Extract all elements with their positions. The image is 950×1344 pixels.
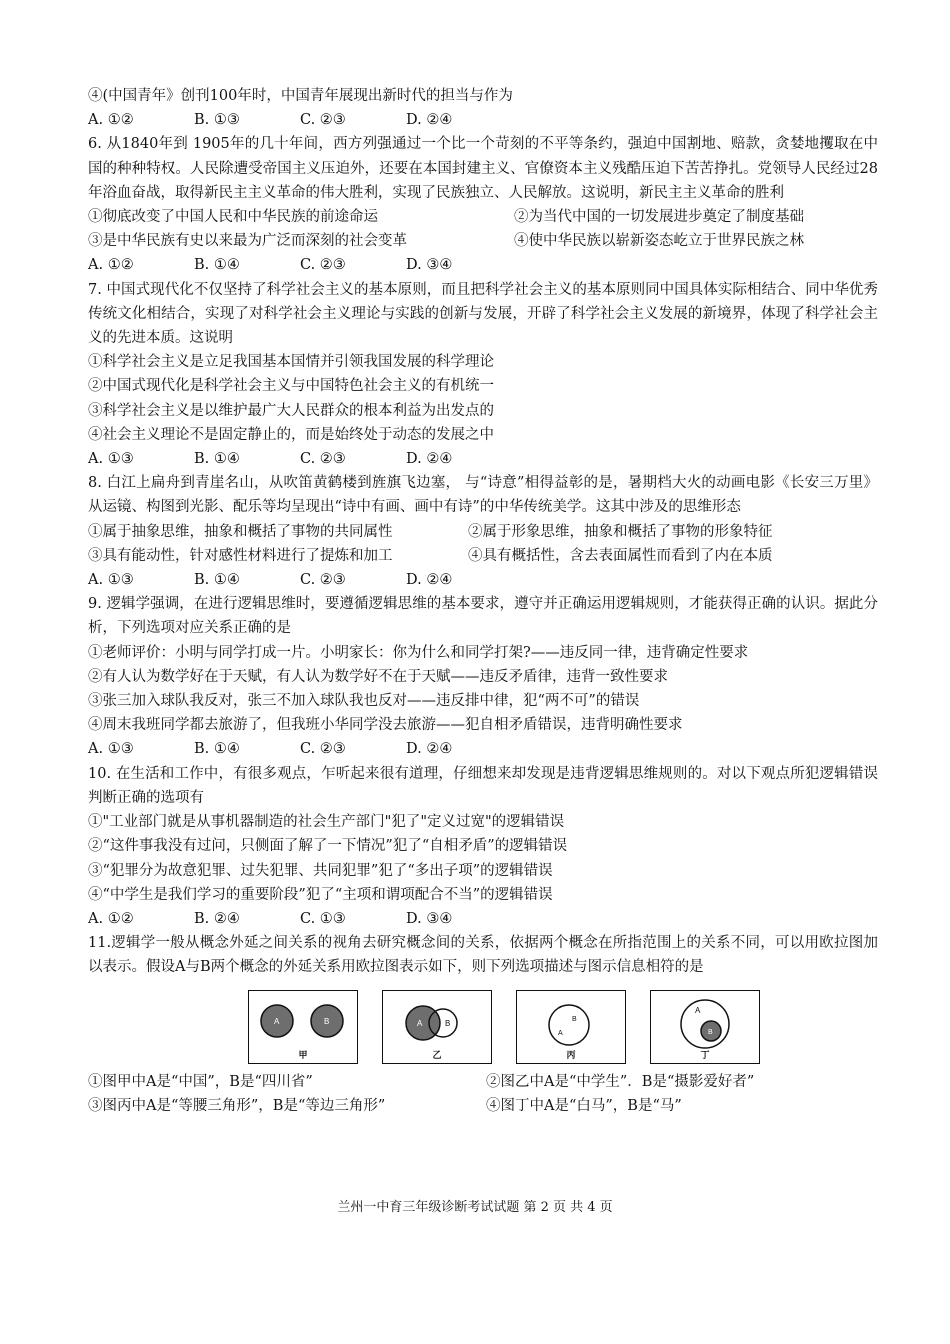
q10-item-3: ③“犯罪分为故意犯罪、过失犯罪、共同犯罪”犯了“多出子项”的逻辑错误 <box>88 862 553 879</box>
q6-stem: 6. 从1840年到 1905年的几十年间，西方列强通过一个比一个苛刻的不平等条约，强迫中国割地、赔款，贪婪地攫取在中国的种种特权。人民除遭受帝国主义压迫外，还要在本国封建主义、官僚资本主义残酷压迫下苦苦挣扎。党领导人民经过28年浴血奋战，取得新民主主义革命的伟大胜利，实现了民族独立、人民解放。这说明，新民主主义革命的胜利 <box>88 136 878 201</box>
q9-stem: 9. 逻辑学强调，在进行逻辑思维时，要遵循逻辑思维的基本要求，遵守并正确运用逻辑规则，才能获得正确的认识。据此分析，下列选项对应关系正确的是 <box>88 596 878 637</box>
jia-caption: 甲 <box>298 1050 308 1061</box>
euler-diagram-ding <box>650 990 760 1064</box>
euler-diagram-yi <box>382 990 492 1064</box>
q6-option-a[interactable]: A. ①② <box>88 257 134 274</box>
q8-options <box>88 568 878 592</box>
q6-item-4: ④使中华民族以崭新姿态屹立于世界民族之林 <box>514 233 804 250</box>
q5-options <box>88 108 878 132</box>
q9-item-2: ②有人认为数学好在于天赋，有人认为数学好不在于天赋——违反矛盾律，违背一致性要求 <box>88 668 668 685</box>
q7-options <box>88 447 878 471</box>
q6-items-row-2 <box>88 229 878 253</box>
q11-item-4: ④图丁中A是“白马”，B是“马” <box>486 1097 682 1114</box>
euler-diagram-bing <box>516 990 626 1064</box>
q11-items-row-2 <box>88 1094 878 1118</box>
q9-option-a[interactable]: A. ①③ <box>88 741 134 758</box>
q11-item-3: ③图丙中A是“等腰三角形”，B是“等边三角形” <box>88 1097 386 1114</box>
q10-item-1: ①"工业部门就是从事机器制造的社会生产部门"犯了"定义过宽"的逻辑错误 <box>88 814 565 831</box>
q8-stem: 8. 白江上扁舟到青崖名山，从吹笛黄鹤楼到旌旗飞边塞， 与“诗意”相得益彰的是，暑期档大火的动画电影《长安三万里》从运镜、构图到光影、配乐等均呈现出“诗中有画、画中有诗”的中华传统美学。这其中涉及的思维形态 <box>88 475 878 516</box>
q5-option-a[interactable]: A. ①② <box>88 112 134 129</box>
q7-option-b[interactable]: B. ①④ <box>194 451 240 468</box>
q6-option-c[interactable]: C. ②③ <box>300 257 346 274</box>
q11-item-2: ②图乙中A是“中学生”．B是“摄影爱好者” <box>486 1073 755 1090</box>
q6-item-1: ①彻底改变了中国人民和中华民族的前途命运 <box>88 209 378 226</box>
q10-option-b[interactable]: B. ②④ <box>194 910 240 927</box>
q7-option-d[interactable]: D. ②④ <box>406 451 453 468</box>
q8-option-a[interactable]: A. ①③ <box>88 572 134 589</box>
q8-item-1: ①属于抽象思维，抽象和概括了事物的共同属性 <box>88 523 393 540</box>
q9-item-3: ③张三加入球队我反对，张三不加入球队我也反对——违反排中律，犯“两不可”的错误 <box>88 693 640 710</box>
q7-stem: 7. 中国式现代化不仅坚持了科学社会主义的基本原则，而且把科学社会主义的基本原则同中国具体实际相结合、同中华优秀传统文化相结合，实现了对科学社会主义理论与实践的创新与发展，开辟了科学社会主义发展的新境界，体现了科学社会主义的先进本质。这说明 <box>88 281 878 347</box>
q9-option-b[interactable]: B. ①④ <box>194 741 240 758</box>
yi-caption: 乙 <box>432 1050 442 1061</box>
q10-option-c[interactable]: C. ①③ <box>300 910 346 927</box>
q7-option-a[interactable]: A. ①③ <box>88 451 134 468</box>
ding-label-b: B <box>708 1028 713 1036</box>
q9-option-c[interactable]: C. ②③ <box>300 741 346 758</box>
exam-page <box>88 84 878 1118</box>
q5-option-c[interactable]: C. ②③ <box>300 112 346 129</box>
q7-item-1: ①科学社会主义是立足我国基本国情并引领我国发展的科学理论 <box>88 354 494 371</box>
euler-diagrams <box>130 990 878 1064</box>
q11-item-1: ①图甲中A是“中国”，B是“四川省” <box>88 1073 313 1090</box>
page-footer: 兰州一中育三年级诊断考试试题 第 2 页 共 4 页 <box>337 1200 613 1215</box>
q6-options <box>88 253 878 277</box>
yi-label-a: A <box>417 1018 423 1028</box>
q7-item-3: ③科学社会主义是以维护最广大人民群众的根本利益为出发点的 <box>88 402 494 419</box>
q6-option-b[interactable]: B. ①④ <box>194 257 240 274</box>
q7-option-c[interactable]: C. ②③ <box>300 451 346 468</box>
q6-option-d[interactable]: D. ③④ <box>406 257 453 274</box>
q10-item-2: ②“这件事我没有过问，只侧面了解了一下情况”犯了“自相矛盾”的逻辑错误 <box>88 838 568 855</box>
bing-label-a: A <box>558 1029 563 1037</box>
q8-item-2: ②属于形象思维，抽象和概括了事物的形象特征 <box>468 523 773 540</box>
q6-item-2: ②为当代中国的一切发展进步奠定了制度基础 <box>514 209 804 226</box>
q5-option-b[interactable]: B. ①③ <box>194 112 240 129</box>
q10-options <box>88 907 878 931</box>
q10-item-4: ④“中学生是我们学习的重要阶段”犯了“主项和谓项配合不当”的逻辑错误 <box>88 886 553 903</box>
q9-item-4: ④周末我班同学都去旅游了，但我班小华同学没去旅游——犯自相矛盾错误，违背明确性要求 <box>88 717 683 734</box>
q6-items-row-1 <box>88 205 878 229</box>
q10-option-a[interactable]: A. ①② <box>88 910 134 927</box>
q8-option-b[interactable]: B. ①④ <box>194 572 240 589</box>
jia-label-a: A <box>274 1016 280 1026</box>
q7-item-2: ②中国式现代化是科学社会主义与中国特色社会主义的有机统一 <box>88 378 494 395</box>
ding-caption: 丁 <box>700 1050 710 1061</box>
q9-item-1: ①老师评价：小明与同学打成一片。小明家长：你为什么和同学打架?——违反同一律，违背确定性要求 <box>88 644 749 661</box>
q8-items-row-1 <box>88 520 878 544</box>
ding-label-a: A <box>695 1005 701 1015</box>
q6-item-3: ③是中华民族有史以来最为广泛而深刻的社会变革 <box>88 233 407 250</box>
bing-circle <box>549 1005 589 1045</box>
q8-item-3: ③具有能动性，针对感性材料进行了提炼和加工 <box>88 547 393 564</box>
euler-diagram-jia <box>248 990 358 1064</box>
jia-label-b: B <box>324 1016 330 1026</box>
q9-option-d[interactable]: D. ②④ <box>406 741 453 758</box>
q10-option-d[interactable]: D. ③④ <box>406 910 453 927</box>
yi-label-b: B <box>445 1018 451 1028</box>
q9-options <box>88 737 878 761</box>
q10-stem: 10. 在生活和工作中，有很多观点，乍听起来很有道理，仔细想来却发现是违背逻辑思维规则的。对以下观点所犯逻辑错误判断正确的选项有 <box>88 765 878 806</box>
q8-option-d[interactable]: D. ②④ <box>406 572 453 589</box>
q8-item-4: ④具有概括性，含去表面属性而看到了内在本质 <box>468 547 773 564</box>
q7-item-4: ④社会主义理论不是固定静止的，而是始终处于动态的发展之中 <box>88 426 494 443</box>
q8-items-row-2 <box>88 544 878 568</box>
q5-option-d[interactable]: D. ②④ <box>406 112 453 129</box>
bing-caption: 丙 <box>566 1050 576 1061</box>
q5-item-4: ④(中国青年》创刊100年时，中国青年展现出新时代的担当与作为 <box>88 88 513 104</box>
q8-option-c[interactable]: C. ②③ <box>300 572 346 589</box>
q11-items-row-1 <box>88 1070 878 1094</box>
q11-stem: 11.逻辑学一般从概念外延之间关系的视角去研究概念间的关系，依据两个概念在所指范围上的关系不同，可以用欧拉图加以表示。假设A与B两个概念的外延关系用欧拉图表示如下，则下列选项描述与图示信息相符的是 <box>88 935 878 976</box>
bing-label-b: B <box>572 1015 577 1023</box>
